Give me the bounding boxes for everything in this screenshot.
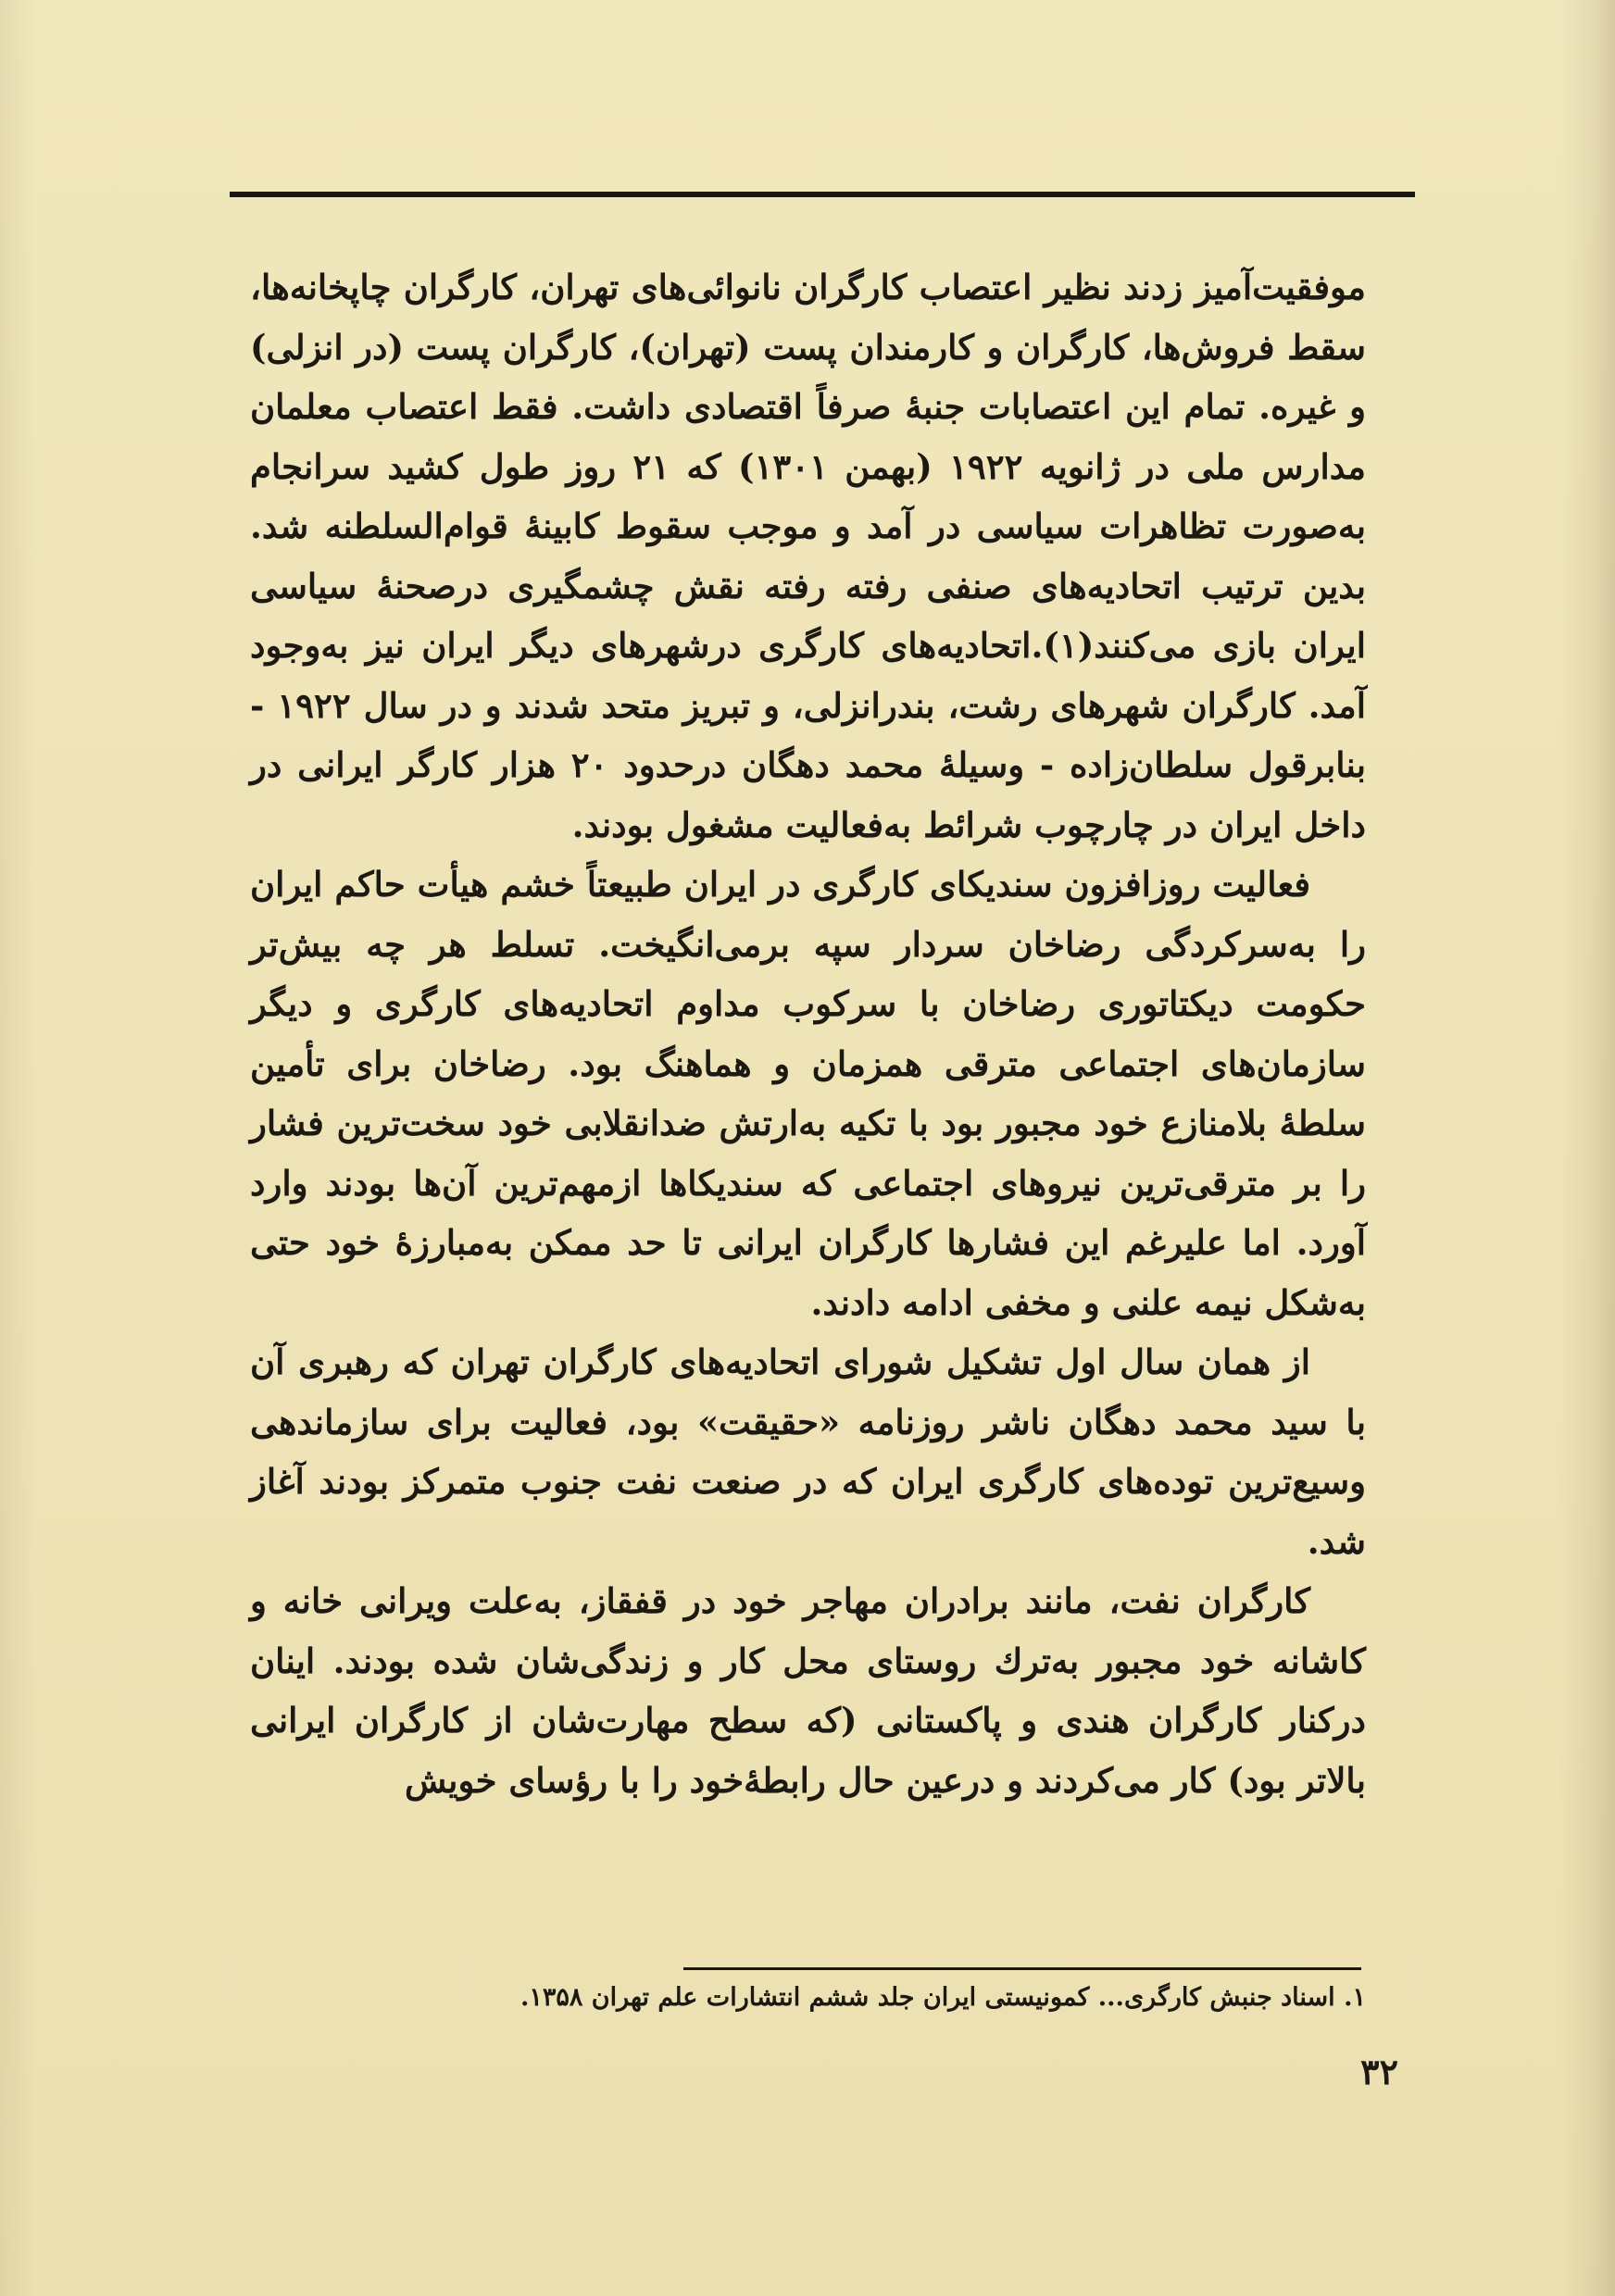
page-number: ۳۲ [1360, 2051, 1398, 2092]
footnote-rule [683, 1967, 1361, 1970]
header-rule [230, 192, 1415, 197]
paragraph-2: فعالیت روزافزون سندیکای کارگری در ایران طبیعتاً خشم هیأت حاکم ایران را به‌سرکردگی رضاخان سردار سپه برمی‌انگیخت. تسلط هر چه بیش‌تر حکومت دیکتاتوری رضاخان با سرکوب مداوم اتحادیه‌های کارگری و دیگر سازمان‌های اجتماعی مترقی همزمان و هماهنگ بود. رضاخان برای تأمین سلطهٔ بلامنازع خود مجبور بود با تکیه به‌ارتش ضدانقلابی خود سخت‌ترین فشار را بر مترقی‌ترین نیروهای اجتماعی که سندیکاها ازمهم‌ترین آن‌ها بودند وارد آورد. اما علیرغم این فشارها کارگران ایرانی تا حد ممکن به‌مبارزهٔ خود حتی به‌شکل نیمه علنی و مخفی ادامه دادند. [250, 864, 1366, 1323]
paragraph-3: از همان سال اول تشکیل شورای اتحادیه‌های کارگران تهران که رهبری آن با سید محمد دهگان ناشر روزنامه «حقیقت» بود، فعالیت برای سازماندهی وسیع‌ترین توده‌های کارگری ایران که در صنعت نفت جنوب متمرکز بودند آغاز شد. [250, 1341, 1366, 1562]
paragraph-1: موفقیت‌آمیز زدند نظیر اعتصاب کارگران نانوائی‌های تهران، کارگران چاپخانه‌ها، سقط فروش‌ها، کارگران و کارمندان پست (تهران)، کارگران پست (در انزلی) و غیره. تمام این اعتصابات جنبهٔ صرفاً اقتصادی داشت. فقط اعتصاب معلمان مدارس ملی در ژانویه ۱۹۲۲ (بهمن ۱۳۰۱) که ۲۱ روز طول کشید سرانجام به‌صورت تظاهرات سیاسی در آمد و موجب سقوط کابینهٔ قوام‌السلطنه شد. بدین ترتیب اتحادیه‌های صنفی رفته رفته نقش چشمگیری درصحنهٔ سیاسی ایران بازی می‌کنند(۱).اتحادیه‌های کارگری درشهرهای دیگر ایران نیز به‌وجود آمد. کارگران شهرهای رشت، بندرانزلی، و تبریز متحد شدند و در سال ۱۹۲۲ - بنابرقول سلطان‌زاده - وسیلهٔ محمد دهگان درحدود ۲۰ هزار کارگر ایرانی در داخل ایران در چارچوب شرائط به‌فعالیت مشغول بودند. [250, 267, 1367, 845]
paragraph-4: کارگران نفت، مانند برادران مهاجر خود در قفقاز، به‌علت ویرانی خانه و کاشانه خود مجبور به‌ترك روستای محل کار و زندگی‌شان شده بودند. اینان درکنار کارگران هندی و پاکستانی (که سطح مهارت‌شان از کارگران ایرانی بالاتر بود) کار می‌کردند و درعین حال رابطهٔ‌خود را با رؤسای خویش [250, 1580, 1366, 1801]
footnote: ۱. اسناد جنبش کارگری... کمونیستی ایران جلد ششم انتشارات علم تهران ۱۳۵۸. [520, 1983, 1366, 2012]
page-shadow-left [0, 0, 37, 2296]
page-shadow-right [1559, 0, 1615, 2296]
body-text [250, 257, 1366, 1810]
